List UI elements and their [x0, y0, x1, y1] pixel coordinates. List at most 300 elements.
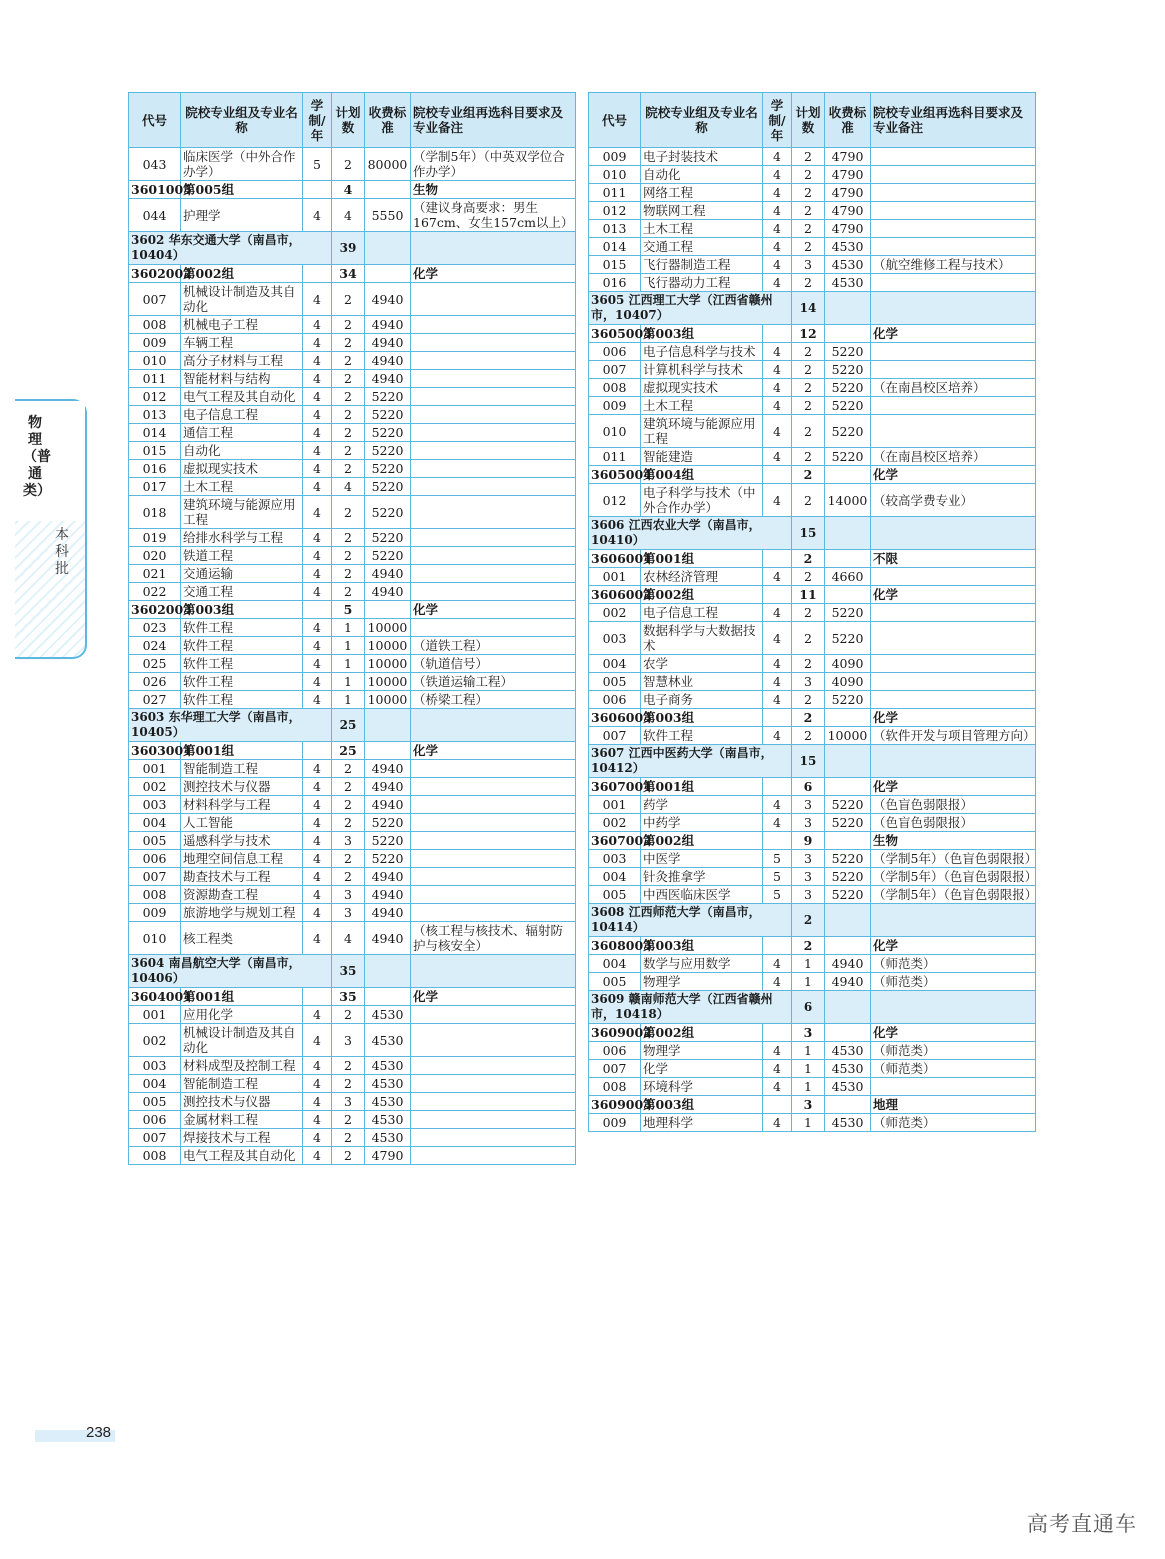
major-years: 4 — [763, 604, 792, 622]
major-plan: 2 — [792, 166, 825, 184]
major-code: 011 — [129, 370, 181, 388]
major-years: 5 — [763, 868, 792, 886]
major-plan: 2 — [332, 334, 365, 352]
major-fee: 4940 — [365, 922, 411, 955]
empty-cell — [763, 466, 792, 484]
major-fee: 4940 — [365, 565, 411, 583]
major-plan: 3 — [332, 886, 365, 904]
major-code: 020 — [129, 547, 181, 565]
major-code: 002 — [129, 778, 181, 796]
major-name: 金属材料工程 — [181, 1111, 303, 1129]
major-code: 015 — [129, 442, 181, 460]
major-note — [411, 1057, 576, 1075]
major-fee: 5220 — [825, 343, 871, 361]
major-name: 铁道工程 — [181, 547, 303, 565]
group-plan: 6 — [792, 778, 825, 796]
major-row — [589, 850, 1036, 868]
major-note — [411, 406, 576, 424]
major-plan: 4 — [332, 922, 365, 955]
major-code: 011 — [589, 184, 641, 202]
major-plan: 2 — [792, 184, 825, 202]
major-fee: 5220 — [365, 406, 411, 424]
major-fee: 10000 — [825, 727, 871, 745]
major-name: 车辆工程 — [181, 334, 303, 352]
major-plan: 1 — [792, 973, 825, 991]
major-note — [871, 148, 1036, 166]
major-fee: 5220 — [825, 814, 871, 832]
major-row — [589, 484, 1036, 517]
university-row — [589, 292, 1036, 325]
major-name: 电子信息科学与技术 — [641, 343, 763, 361]
major-code: 010 — [589, 166, 641, 184]
major-years: 4 — [763, 1060, 792, 1078]
major-name: 软件工程 — [181, 691, 303, 709]
major-years: 4 — [303, 1075, 332, 1093]
group-row — [589, 550, 1036, 568]
major-plan: 2 — [332, 547, 365, 565]
major-years: 4 — [303, 886, 332, 904]
catalog-table-left — [128, 92, 576, 1165]
major-note — [411, 850, 576, 868]
major-row — [129, 619, 576, 637]
major-row — [129, 904, 576, 922]
group-row — [589, 586, 1036, 604]
group-plan: 12 — [792, 325, 825, 343]
major-note: （软件开发与项目管理方向） — [871, 727, 1036, 745]
major-plan: 1 — [332, 691, 365, 709]
major-code: 006 — [589, 343, 641, 361]
major-years: 4 — [303, 370, 332, 388]
major-years: 4 — [303, 1006, 332, 1024]
major-name: 电子科学与技术（中外合作办学） — [641, 484, 763, 517]
major-row — [589, 604, 1036, 622]
major-note — [411, 1129, 576, 1147]
major-code: 043 — [129, 148, 181, 181]
group-plan: 35 — [332, 988, 365, 1006]
major-row — [589, 622, 1036, 655]
group-subject: 生物 — [411, 181, 576, 199]
major-plan: 2 — [792, 397, 825, 415]
major-name: 地理空间信息工程 — [181, 850, 303, 868]
major-plan: 2 — [332, 1129, 365, 1147]
empty-cell — [825, 832, 871, 850]
major-name: 高分子材料与工程 — [181, 352, 303, 370]
major-row — [589, 568, 1036, 586]
major-years: 4 — [763, 220, 792, 238]
major-code: 012 — [129, 388, 181, 406]
major-fee: 5220 — [825, 397, 871, 415]
major-code: 005 — [129, 832, 181, 850]
major-row — [129, 1024, 576, 1057]
major-note — [871, 184, 1036, 202]
major-code: 001 — [129, 760, 181, 778]
major-code: 004 — [589, 868, 641, 886]
major-code: 007 — [589, 361, 641, 379]
group-row — [129, 181, 576, 199]
major-row — [589, 274, 1036, 292]
major-fee: 4940 — [365, 904, 411, 922]
empty-cell — [763, 325, 792, 343]
empty-cell — [763, 709, 792, 727]
empty-cell — [825, 778, 871, 796]
university-name: 3608 江西师范大学（南昌市，10414） — [589, 904, 792, 937]
major-row — [589, 148, 1036, 166]
major-plan: 2 — [792, 379, 825, 397]
university-plan: 15 — [792, 745, 825, 778]
major-row — [129, 1075, 576, 1093]
major-row — [589, 1042, 1036, 1060]
major-note — [411, 388, 576, 406]
major-name: 药学 — [641, 796, 763, 814]
university-plan: 35 — [332, 955, 365, 988]
major-note — [871, 673, 1036, 691]
table-header-row — [589, 93, 1036, 148]
major-years: 4 — [303, 478, 332, 496]
major-code: 016 — [129, 460, 181, 478]
major-years: 4 — [303, 796, 332, 814]
major-name: 旅游地学与规划工程 — [181, 904, 303, 922]
major-years: 4 — [303, 655, 332, 673]
major-code: 011 — [589, 448, 641, 466]
major-name: 飞行器动力工程 — [641, 274, 763, 292]
group-name: 第002组 — [641, 586, 763, 604]
major-plan: 2 — [332, 424, 365, 442]
major-fee: 5220 — [825, 361, 871, 379]
major-code: 003 — [589, 850, 641, 868]
major-row — [589, 955, 1036, 973]
header-years: 学制/年 — [303, 93, 332, 148]
university-row — [589, 745, 1036, 778]
empty-cell — [365, 709, 411, 742]
empty-cell — [871, 517, 1036, 550]
major-years: 5 — [763, 850, 792, 868]
major-row — [129, 370, 576, 388]
major-fee: 5220 — [365, 478, 411, 496]
major-fee: 4530 — [365, 1024, 411, 1057]
major-plan: 4 — [332, 478, 365, 496]
major-years: 4 — [303, 850, 332, 868]
empty-cell — [411, 955, 576, 988]
major-plan: 2 — [792, 415, 825, 448]
major-name: 材料科学与工程 — [181, 796, 303, 814]
major-note — [411, 1024, 576, 1057]
major-years: 4 — [303, 460, 332, 478]
university-plan: 15 — [792, 517, 825, 550]
major-years: 4 — [763, 148, 792, 166]
major-row — [129, 442, 576, 460]
major-row — [129, 334, 576, 352]
major-note — [871, 166, 1036, 184]
group-subject: 化学 — [411, 265, 576, 283]
major-name: 焊接技术与工程 — [181, 1129, 303, 1147]
major-code: 012 — [589, 202, 641, 220]
major-name: 土木工程 — [641, 397, 763, 415]
major-years: 4 — [303, 691, 332, 709]
empty-cell — [871, 991, 1036, 1024]
major-years: 4 — [763, 397, 792, 415]
major-fee: 4530 — [825, 274, 871, 292]
major-fee: 4530 — [825, 1114, 871, 1132]
empty-cell — [365, 232, 411, 265]
major-fee: 4530 — [365, 1075, 411, 1093]
group-code: 3607001 — [589, 778, 641, 796]
major-fee: 4940 — [365, 760, 411, 778]
group-name: 第002组 — [641, 832, 763, 850]
major-plan: 2 — [332, 460, 365, 478]
group-name: 第001组 — [181, 742, 303, 760]
major-fee: 4530 — [825, 1060, 871, 1078]
empty-cell — [365, 601, 411, 619]
major-code: 007 — [589, 1060, 641, 1078]
major-row — [129, 814, 576, 832]
major-fee: 10000 — [365, 691, 411, 709]
major-note: （师范类） — [871, 955, 1036, 973]
major-name: 智能制造工程 — [181, 760, 303, 778]
major-code: 005 — [589, 673, 641, 691]
major-row — [129, 316, 576, 334]
group-code: 3602003 — [129, 601, 181, 619]
major-name: 软件工程 — [181, 619, 303, 637]
major-name: 智慧林业 — [641, 673, 763, 691]
major-plan: 4 — [332, 199, 365, 232]
major-plan: 3 — [332, 904, 365, 922]
major-plan: 2 — [332, 583, 365, 601]
major-name: 机械设计制造及其自动化 — [181, 283, 303, 316]
major-years: 4 — [303, 565, 332, 583]
university-name: 3603 东华理工大学（南昌市，10405） — [129, 709, 332, 742]
major-plan: 2 — [792, 238, 825, 256]
university-name: 3607 江西中医药大学（南昌市，10412） — [589, 745, 792, 778]
group-plan: 2 — [792, 709, 825, 727]
major-years: 4 — [303, 334, 332, 352]
major-code: 014 — [589, 238, 641, 256]
major-row — [129, 1129, 576, 1147]
group-row — [129, 988, 576, 1006]
major-years: 4 — [303, 583, 332, 601]
major-row — [589, 220, 1036, 238]
header-fee: 收费标准 — [365, 93, 411, 148]
major-name: 飞行器制造工程 — [641, 256, 763, 274]
group-subject: 不限 — [871, 550, 1036, 568]
major-years: 4 — [303, 868, 332, 886]
empty-cell — [825, 466, 871, 484]
major-note — [411, 424, 576, 442]
major-plan: 2 — [332, 1111, 365, 1129]
watermark: 高考直通车 — [1027, 1512, 1137, 1536]
major-plan: 3 — [792, 886, 825, 904]
major-years: 4 — [303, 406, 332, 424]
major-code: 001 — [129, 1006, 181, 1024]
major-note — [411, 370, 576, 388]
major-years: 4 — [763, 184, 792, 202]
major-code: 005 — [129, 1093, 181, 1111]
major-fee: 4940 — [365, 316, 411, 334]
group-name: 第003组 — [181, 601, 303, 619]
major-fee: 10000 — [365, 673, 411, 691]
major-name: 交通工程 — [641, 238, 763, 256]
major-note: （铁道运输工程） — [411, 673, 576, 691]
major-name: 中西医临床医学 — [641, 886, 763, 904]
major-note: （色盲色弱限报） — [871, 796, 1036, 814]
major-code: 008 — [589, 379, 641, 397]
major-note — [411, 316, 576, 334]
major-name: 智能建造 — [641, 448, 763, 466]
major-name: 土木工程 — [181, 478, 303, 496]
major-note — [871, 238, 1036, 256]
major-row — [589, 727, 1036, 745]
major-fee: 5220 — [365, 424, 411, 442]
university-row — [129, 955, 576, 988]
major-plan: 1 — [332, 655, 365, 673]
major-years: 4 — [303, 529, 332, 547]
major-name: 虚拟现实技术 — [181, 460, 303, 478]
major-name: 中医学 — [641, 850, 763, 868]
major-fee: 4790 — [365, 1147, 411, 1165]
major-note — [871, 202, 1036, 220]
major-fee: 5220 — [365, 814, 411, 832]
major-years: 4 — [303, 316, 332, 334]
major-note — [411, 796, 576, 814]
major-name: 勘查技术与工程 — [181, 868, 303, 886]
major-name: 护理学 — [181, 199, 303, 232]
group-plan: 4 — [332, 181, 365, 199]
major-fee: 4790 — [825, 220, 871, 238]
major-fee: 5220 — [365, 547, 411, 565]
major-row — [589, 256, 1036, 274]
major-code: 002 — [129, 1024, 181, 1057]
major-note: （学制5年）（色盲色弱限报） — [871, 886, 1036, 904]
empty-cell — [825, 937, 871, 955]
major-code: 019 — [129, 529, 181, 547]
major-row — [589, 361, 1036, 379]
major-years: 4 — [303, 832, 332, 850]
group-subject: 化学 — [871, 325, 1036, 343]
group-plan: 11 — [792, 586, 825, 604]
major-row — [589, 655, 1036, 673]
major-note: （师范类） — [871, 1114, 1036, 1132]
major-code: 008 — [129, 886, 181, 904]
major-years: 4 — [763, 484, 792, 517]
major-name: 核工程类 — [181, 922, 303, 955]
major-years: 4 — [763, 1114, 792, 1132]
major-plan: 3 — [792, 868, 825, 886]
major-row — [589, 166, 1036, 184]
group-name: 第005组 — [181, 181, 303, 199]
major-fee: 4530 — [825, 256, 871, 274]
empty-cell — [825, 1024, 871, 1042]
major-plan: 3 — [332, 832, 365, 850]
empty-cell — [365, 742, 411, 760]
major-fee: 4530 — [365, 1129, 411, 1147]
major-row — [589, 343, 1036, 361]
major-years: 4 — [763, 202, 792, 220]
group-code: 3604001 — [129, 988, 181, 1006]
university-row — [589, 517, 1036, 550]
major-years: 4 — [303, 1093, 332, 1111]
major-row — [129, 424, 576, 442]
major-years: 4 — [303, 904, 332, 922]
group-code: 3609003 — [589, 1096, 641, 1114]
major-code: 003 — [589, 622, 641, 655]
major-years: 5 — [303, 148, 332, 181]
major-plan: 2 — [792, 148, 825, 166]
major-note — [411, 565, 576, 583]
empty-cell — [825, 586, 871, 604]
major-plan: 2 — [332, 565, 365, 583]
major-code: 006 — [129, 1111, 181, 1129]
major-code: 026 — [129, 673, 181, 691]
major-code: 013 — [129, 406, 181, 424]
group-row — [589, 709, 1036, 727]
empty-cell — [825, 745, 871, 778]
major-name: 物理学 — [641, 973, 763, 991]
major-name: 自动化 — [641, 166, 763, 184]
major-fee: 5220 — [825, 604, 871, 622]
major-years: 4 — [763, 673, 792, 691]
major-code: 006 — [589, 691, 641, 709]
group-row — [589, 778, 1036, 796]
group-row — [129, 265, 576, 283]
major-name: 数学与应用数学 — [641, 955, 763, 973]
header-plan: 计划数 — [332, 93, 365, 148]
major-row — [129, 1006, 576, 1024]
group-code: 3609002 — [589, 1024, 641, 1042]
group-subject: 化学 — [871, 709, 1036, 727]
major-name: 测控技术与仪器 — [181, 1093, 303, 1111]
major-fee: 4790 — [825, 202, 871, 220]
major-code: 025 — [129, 655, 181, 673]
major-fee: 5220 — [365, 460, 411, 478]
major-note — [411, 583, 576, 601]
empty-cell — [871, 904, 1036, 937]
empty-cell — [303, 601, 332, 619]
major-fee: 5220 — [825, 868, 871, 886]
major-code: 008 — [129, 316, 181, 334]
empty-cell — [365, 181, 411, 199]
major-name: 电子商务 — [641, 691, 763, 709]
major-plan: 2 — [332, 406, 365, 424]
major-fee: 5220 — [825, 796, 871, 814]
university-row — [589, 904, 1036, 937]
major-note — [871, 622, 1036, 655]
major-row — [129, 583, 576, 601]
major-row — [589, 868, 1036, 886]
major-code: 016 — [589, 274, 641, 292]
major-code: 002 — [589, 604, 641, 622]
university-name: 3605 江西理工大学（江西省赣州市，10407） — [589, 292, 792, 325]
empty-cell — [763, 937, 792, 955]
major-fee: 4940 — [365, 334, 411, 352]
major-plan: 2 — [792, 727, 825, 745]
major-row — [129, 1093, 576, 1111]
major-note: （轨道信号） — [411, 655, 576, 673]
category-side-tab — [15, 399, 87, 659]
group-subject: 化学 — [411, 601, 576, 619]
header-code: 代号 — [129, 93, 181, 148]
group-code: 3608003 — [589, 937, 641, 955]
header-plan: 计划数 — [792, 93, 825, 148]
major-plan: 2 — [332, 388, 365, 406]
empty-cell — [365, 988, 411, 1006]
major-row — [129, 832, 576, 850]
empty-cell — [303, 181, 332, 199]
major-note: （学制5年）（中英双学位合作办学） — [411, 148, 576, 181]
major-row — [129, 529, 576, 547]
major-note — [411, 868, 576, 886]
major-row — [129, 637, 576, 655]
major-note: （道铁工程） — [411, 637, 576, 655]
major-plan: 2 — [332, 529, 365, 547]
